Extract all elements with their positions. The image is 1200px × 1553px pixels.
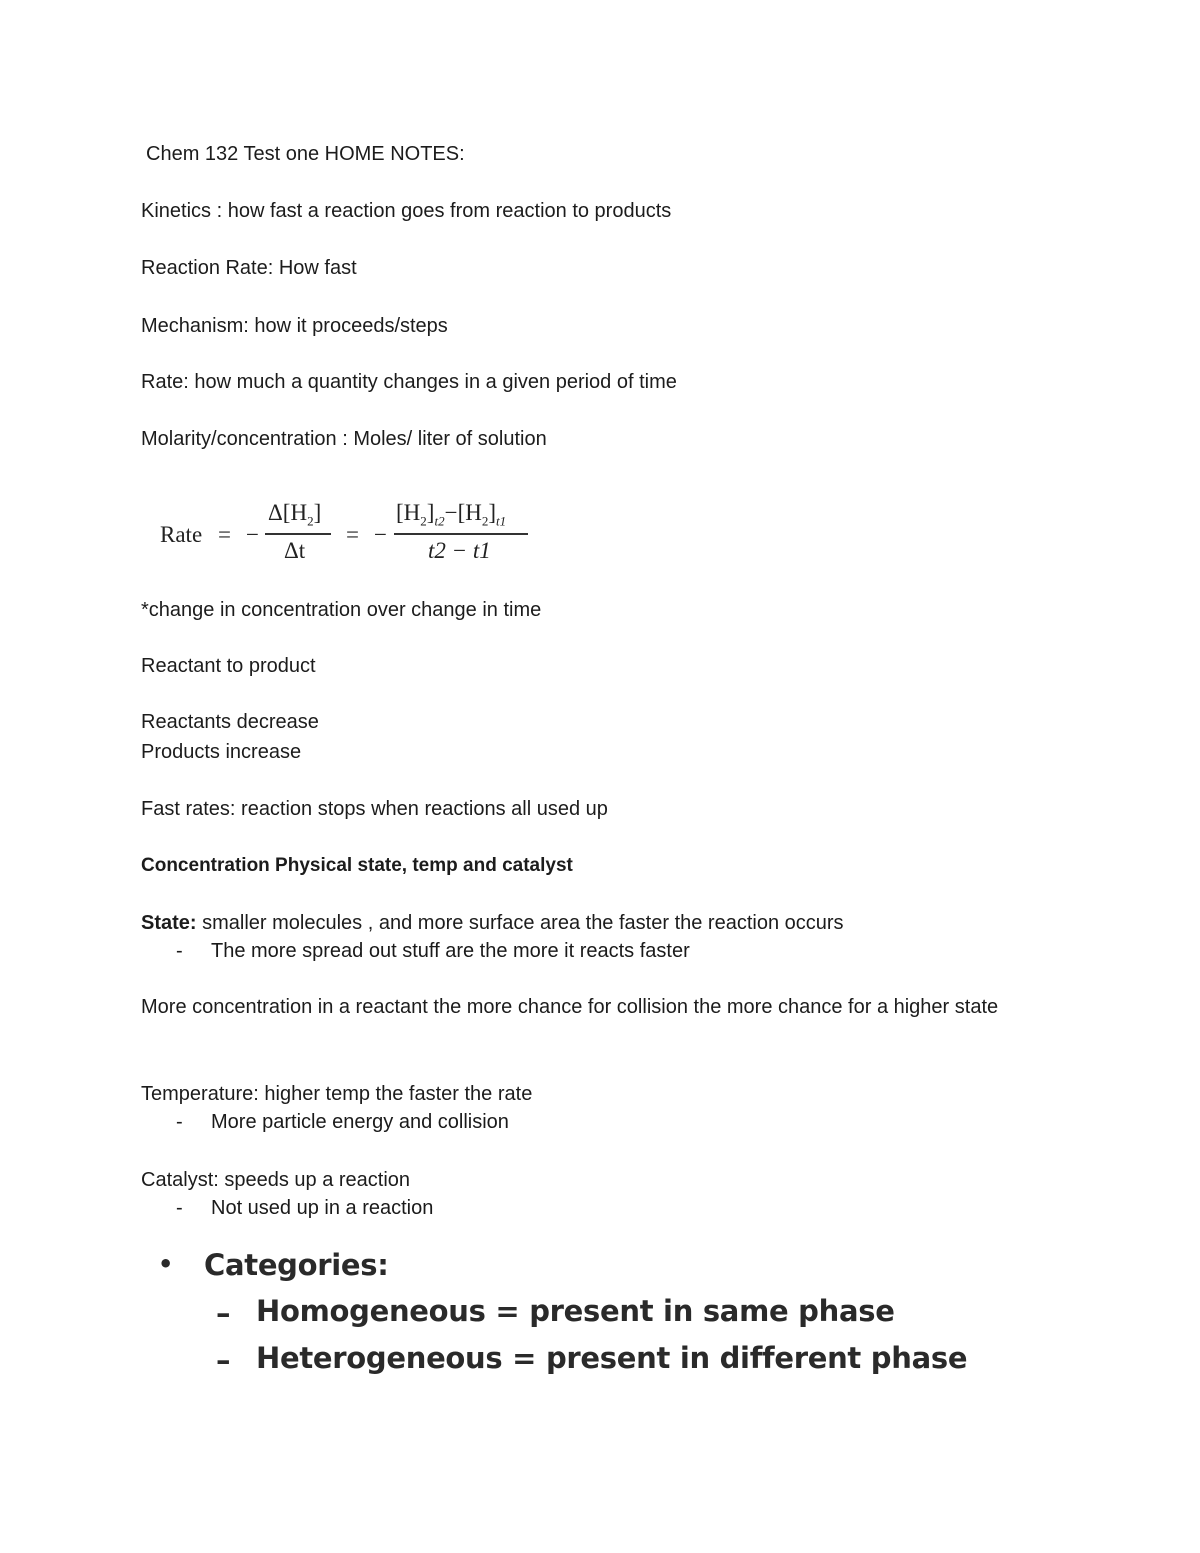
bullet-dash: - bbox=[176, 1111, 183, 1133]
temperature-bullet bbox=[176, 1108, 509, 1136]
categories-item-heterogeneous: Heterogeneous = present in different phase bbox=[256, 1341, 968, 1375]
categories-heading: Categories: bbox=[204, 1248, 389, 1282]
fraction-bar-2 bbox=[394, 533, 528, 535]
reactants-decrease-line: Reactants decrease bbox=[141, 711, 319, 733]
catalyst-bullet-text: Not used up in a reaction bbox=[211, 1197, 434, 1219]
state-bullet-text: The more spread out stuff are the more it reacts faster bbox=[211, 940, 690, 962]
reaction-rate-line: Reaction Rate: How fast bbox=[141, 257, 357, 279]
bullet-dash: - bbox=[176, 1197, 183, 1219]
state-label: State: bbox=[141, 912, 197, 934]
catalyst-bullet bbox=[176, 1194, 433, 1222]
concentration-paragraph: More concentration in a reactant the more chance for collision the more chance for a higher state bbox=[141, 996, 999, 1018]
equation-equals-1: = bbox=[218, 522, 231, 547]
equation-denominator-2: t2 − t1 bbox=[428, 538, 491, 563]
equation-rate-label: Rate bbox=[160, 522, 203, 547]
categories-item-homogeneous: Homogeneous = present in same phase bbox=[256, 1294, 895, 1328]
categories-dash-2: – bbox=[216, 1343, 231, 1377]
equation-minus-1: − bbox=[246, 522, 259, 547]
bullet-dash: - bbox=[176, 940, 183, 962]
equation-minus-2: − bbox=[374, 522, 387, 547]
state-line bbox=[141, 909, 844, 937]
products-increase-line: Products increase bbox=[141, 741, 302, 763]
page-title: Chem 132 Test one HOME NOTES: bbox=[146, 143, 465, 165]
change-note-line: *change in concentration over change in time bbox=[141, 599, 542, 621]
equation-equals-2: = bbox=[346, 522, 359, 547]
state-bullet bbox=[176, 937, 690, 965]
factors-heading: Concentration Physical state, temp and catalyst bbox=[141, 855, 573, 876]
catalyst-line: Catalyst: speeds up a reaction bbox=[141, 1169, 411, 1191]
equation-numerator-1: $\Delta[H_2]$ bbox=[268, 500, 322, 529]
state-text: smaller molecules , and more surface area the faster the reaction occurs bbox=[196, 912, 844, 934]
temperature-bullet-text: More particle energy and collision bbox=[211, 1111, 509, 1133]
kinetics-line: Kinetics : how fast a reaction goes from reaction to products bbox=[141, 200, 672, 222]
rate-line: Rate: how much a quantity changes in a given period of time bbox=[141, 371, 677, 393]
fraction-bar-1 bbox=[265, 533, 331, 535]
categories-block bbox=[158, 1244, 968, 1394]
categories-bullet-icon: • bbox=[158, 1250, 174, 1278]
fast-rates-line: Fast rates: reaction stops when reactions all used up bbox=[141, 798, 608, 820]
molarity-line: Molarity/concentration : Moles/ liter of solution bbox=[141, 428, 547, 450]
reactant-to-product-line: Reactant to product bbox=[141, 655, 316, 677]
mechanism-line: Mechanism: how it proceeds/steps bbox=[141, 315, 448, 337]
rate-equation bbox=[160, 496, 540, 576]
temperature-line: Temperature: higher temp the faster the rate bbox=[141, 1083, 533, 1105]
categories-dash-1: – bbox=[216, 1296, 231, 1330]
equation-denominator-1: Δt bbox=[284, 538, 306, 563]
equation-numerator-2: $[H_2]_{t2}-[H_2]_{t1}$ bbox=[396, 500, 507, 529]
